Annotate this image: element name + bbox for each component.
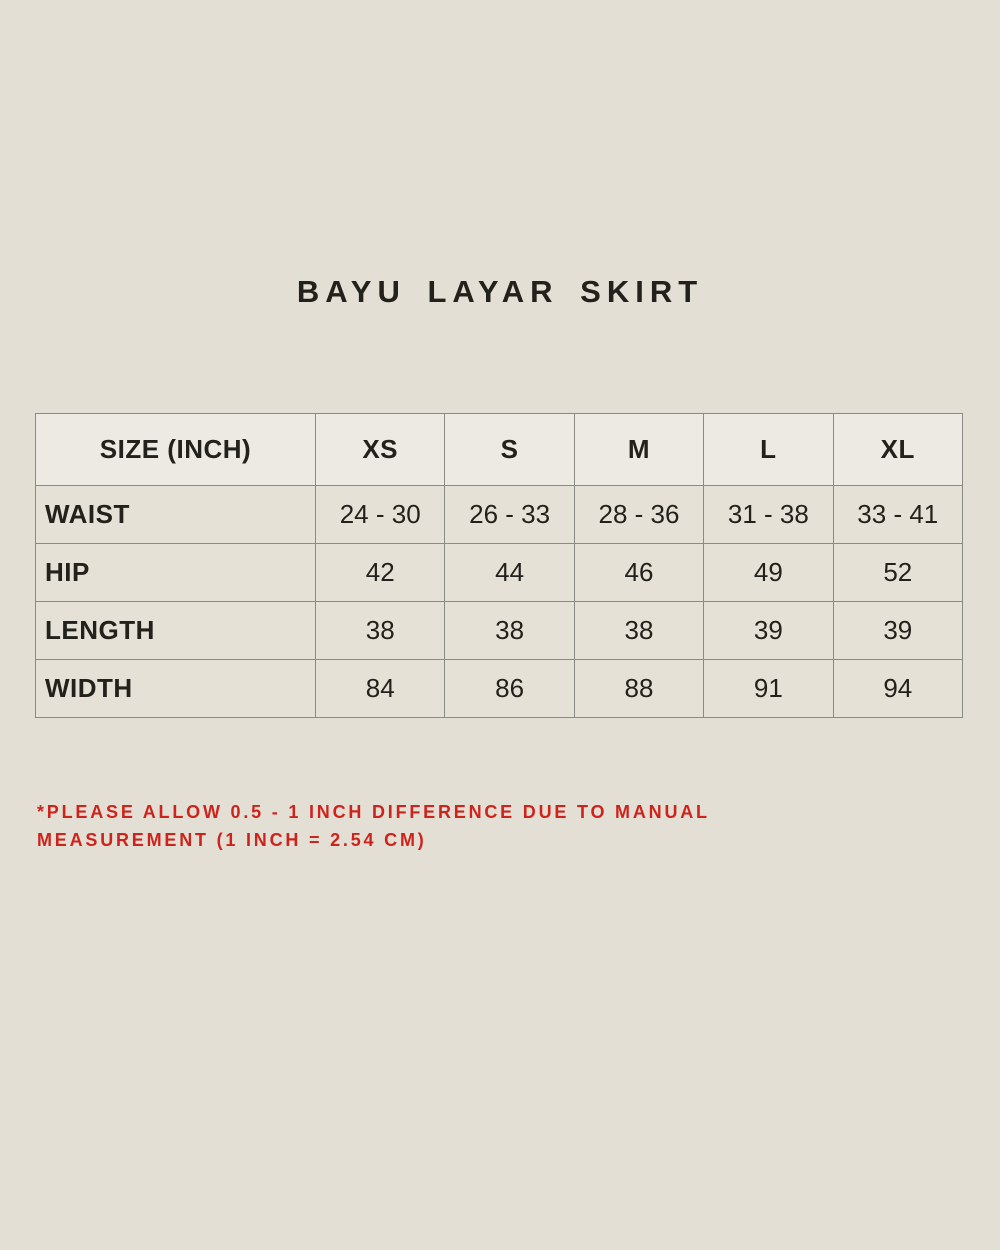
table-row-waist (36, 486, 963, 544)
cell-width-xs: 84 (316, 660, 445, 718)
cell-waist-s: 26 - 33 (445, 486, 574, 544)
table-header-row (36, 414, 963, 486)
row-label-width: WIDTH (36, 660, 316, 718)
table-row-width (36, 660, 963, 718)
cell-length-s: 38 (445, 602, 574, 660)
table-row-length (36, 602, 963, 660)
row-label-hip: HIP (36, 544, 316, 602)
size-chart-table (35, 413, 963, 718)
cell-hip-xl: 52 (833, 544, 962, 602)
disclaimer-line-2: MEASUREMENT (1 INCH = 2.54 CM) (37, 830, 427, 850)
row-label-waist: WAIST (36, 486, 316, 544)
column-header-xl: XL (833, 414, 962, 486)
cell-waist-xs: 24 - 30 (316, 486, 445, 544)
column-header-xs: XS (316, 414, 445, 486)
cell-length-xs: 38 (316, 602, 445, 660)
cell-width-l: 91 (704, 660, 833, 718)
cell-waist-l: 31 - 38 (704, 486, 833, 544)
cell-length-m: 38 (574, 602, 703, 660)
cell-hip-xs: 42 (316, 544, 445, 602)
cell-hip-l: 49 (704, 544, 833, 602)
cell-waist-xl: 33 - 41 (833, 486, 962, 544)
disclaimer-line-1: *PLEASE ALLOW 0.5 - 1 INCH DIFFERENCE DUE TO MANUAL (37, 802, 710, 822)
table-row-hip (36, 544, 963, 602)
cell-waist-m: 28 - 36 (574, 486, 703, 544)
cell-length-xl: 39 (833, 602, 962, 660)
column-header-m: M (574, 414, 703, 486)
column-header-s: S (445, 414, 574, 486)
measurement-disclaimer (37, 798, 917, 854)
cell-hip-m: 46 (574, 544, 703, 602)
page-title: BAYU LAYAR SKIRT (296, 274, 704, 309)
column-header-l: L (704, 414, 833, 486)
cell-width-m: 88 (574, 660, 703, 718)
cell-hip-s: 44 (445, 544, 574, 602)
row-label-length: LENGTH (36, 602, 316, 660)
cell-width-s: 86 (445, 660, 574, 718)
cell-width-xl: 94 (833, 660, 962, 718)
cell-length-l: 39 (704, 602, 833, 660)
column-header-size-inch: SIZE (INCH) (36, 414, 316, 486)
